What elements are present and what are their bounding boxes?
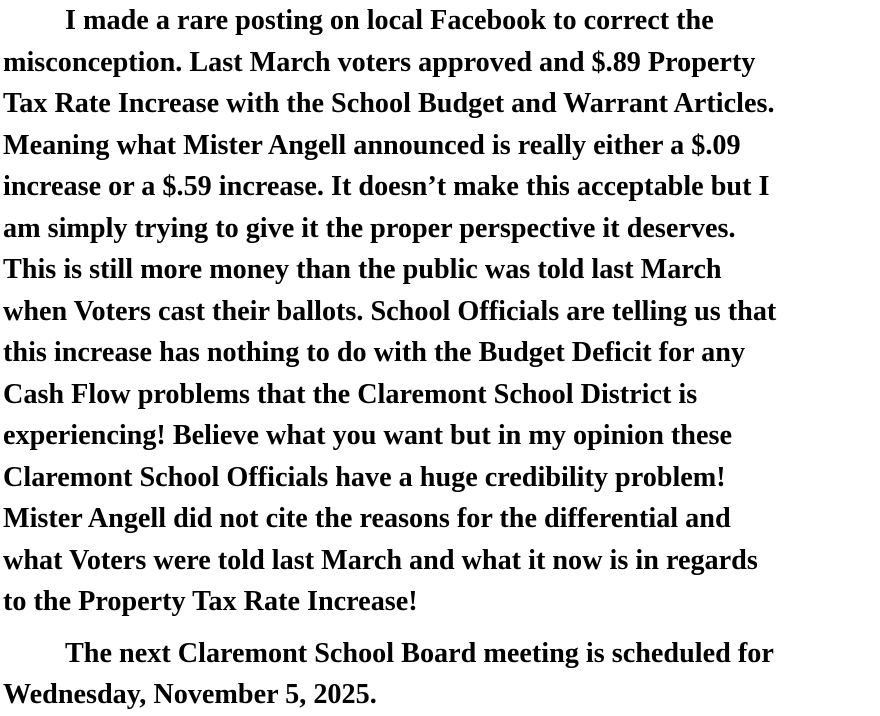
text-line: Cash Flow problems that the Claremont School District is: [3, 378, 698, 410]
text-line: Tax Rate Increase with the School Budget and Warrant Articles.: [3, 88, 775, 119]
text-line: this increase has nothing to do with the Budget Deficit for any: [3, 337, 746, 368]
text-line: I made a rare posting on local Facebook to correct the: [65, 5, 714, 36]
text-line: Claremont School Officials have a huge credibility problem!: [3, 461, 726, 493]
text-line: The next Claremont School Board meeting is scheduled for: [65, 637, 774, 669]
text-line: increase or a $.59 increase. It doesn’t make this acceptable but I: [3, 171, 770, 202]
text-line: when Voters cast their ballots. School Officials are telling us that: [3, 295, 777, 327]
paragraph-property-tax: [3, 0, 880, 623]
text-line: experiencing! Believe what you want but in my opinion these: [3, 420, 732, 451]
text-line: misconception. Last March voters approved and $.89 Property: [3, 46, 756, 78]
text-line: am simply trying to give it the proper perspective it deserves.: [3, 212, 736, 244]
text-line: Mister Angell did not cite the reasons for the differential and: [3, 503, 731, 534]
text-line: to the Property Tax Rate Increase!: [3, 586, 418, 617]
text-line: Meaning what Mister Angell announced is really either a $.09: [3, 129, 741, 161]
text-line: Wednesday, November 5, 2025.: [3, 679, 377, 710]
text-line: what Voters were told last March and what it now is in regards: [3, 544, 758, 576]
text-line: This is still more money than the public was told last March: [3, 254, 722, 285]
paragraph-meeting-notice: [3, 633, 880, 716]
